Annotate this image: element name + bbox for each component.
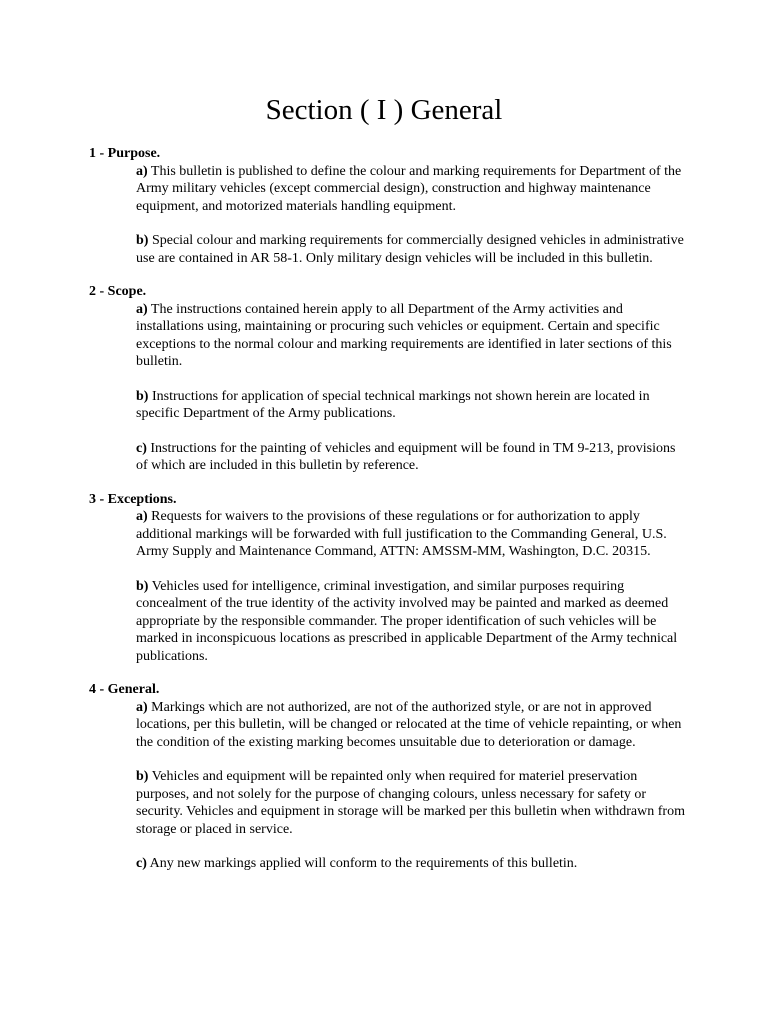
paragraph-letter: b) [136, 769, 149, 784]
paragraph-letter: a) [136, 163, 148, 179]
paragraph-letter: c) [136, 856, 147, 871]
paragraph-text: This bulletin is published to define the colour and marking requirements for Department of the Army military vehicles (except commercial design), construction and highway maintenance equipment, and motorized materials handling equipment. [136, 163, 682, 214]
paragraph [136, 301, 689, 371]
section-general [89, 681, 689, 873]
page-title: Section ( I ) General [265, 94, 503, 126]
paragraph [136, 855, 689, 873]
paragraph [136, 768, 689, 838]
section-purpose [89, 145, 689, 267]
paragraph [136, 388, 689, 423]
paragraph-text: Requests for waivers to the provisions of these regulations or for authorization to apply additional markings will be forwarded with full justification to the Commanding General, U.S. Army Supply and Maintenance Command, ATTN: AMSSM-MM, Washington, D.C. 20315. [136, 509, 667, 559]
paragraph-letter: a) [136, 699, 148, 715]
paragraph-text: Any new markings applied will conform to the requirements of this bulletin. [146, 856, 578, 871]
paragraph-text: Instructions for the painting of vehicles and equipment will be found in TM 9-213, provisions of which are included in this bulletin by reference. [136, 440, 676, 473]
paragraph-letter: c) [136, 440, 147, 456]
paragraph [136, 699, 689, 752]
paragraph-letter: b) [136, 578, 149, 594]
section-heading: 3 - Exceptions. [89, 491, 177, 507]
paragraph-text: Special colour and marking requirements for commercially designed vehicles in administrative use are contained in AR 58-1. Only military design vehicles will be included in this bulletin. [136, 233, 684, 266]
paragraph-text: Markings which are not authorized, are not of the authorized style, or are not in approved locations, per this bulletin, will be changed or relocated at the time of vehicle repainting, or when the condition of the existing marking becomes unsuitable due to deterioration or damage. [136, 699, 682, 750]
paragraph [136, 163, 689, 216]
paragraph [136, 232, 689, 267]
paragraph [136, 508, 689, 561]
paragraph-letter: a) [136, 509, 148, 524]
section-exceptions [89, 491, 689, 666]
paragraph [136, 440, 689, 475]
paragraph-letter: b) [136, 388, 149, 404]
section-heading: 4 - General. [89, 682, 160, 697]
paragraph-letter: b) [136, 233, 149, 248]
section-scope [89, 283, 689, 475]
paragraph-text: Instructions for application of special technical markings not shown herein are located in specific Department of the Army publications. [136, 388, 650, 421]
section-heading: 1 - Purpose. [89, 146, 161, 161]
paragraph-letter: a) [136, 301, 148, 317]
paragraph-text: Vehicles and equipment will be repainted only when required for materiel preservation purposes, and not solely for the purpose of changing colours, unless necessary for safety or security. Vehicles and equipment in storage will be marked per this bulletin when withdrawn from storage or placed in service. [136, 769, 685, 837]
paragraph-text: Vehicles used for intelligence, criminal investigation, and similar purposes requiring concealment of the true identity of the activity involved may be painted and marked as deemed appropriate by the responsible commander. The proper identification of such vehicles will be marked in inconspicuous locations as prescribed in applicable Department of the Army technical publications. [136, 578, 678, 664]
document-body [89, 145, 689, 889]
paragraph-text: The instructions contained herein apply to all Department of the Army activities and installations using, maintaining or procuring such vehicles or equipment. Certain and specific exceptions to the normal colour and marking requirements are identified in later sections of this bulletin. [136, 301, 672, 369]
section-heading: 2 - Scope. [89, 284, 147, 299]
paragraph [136, 578, 689, 666]
